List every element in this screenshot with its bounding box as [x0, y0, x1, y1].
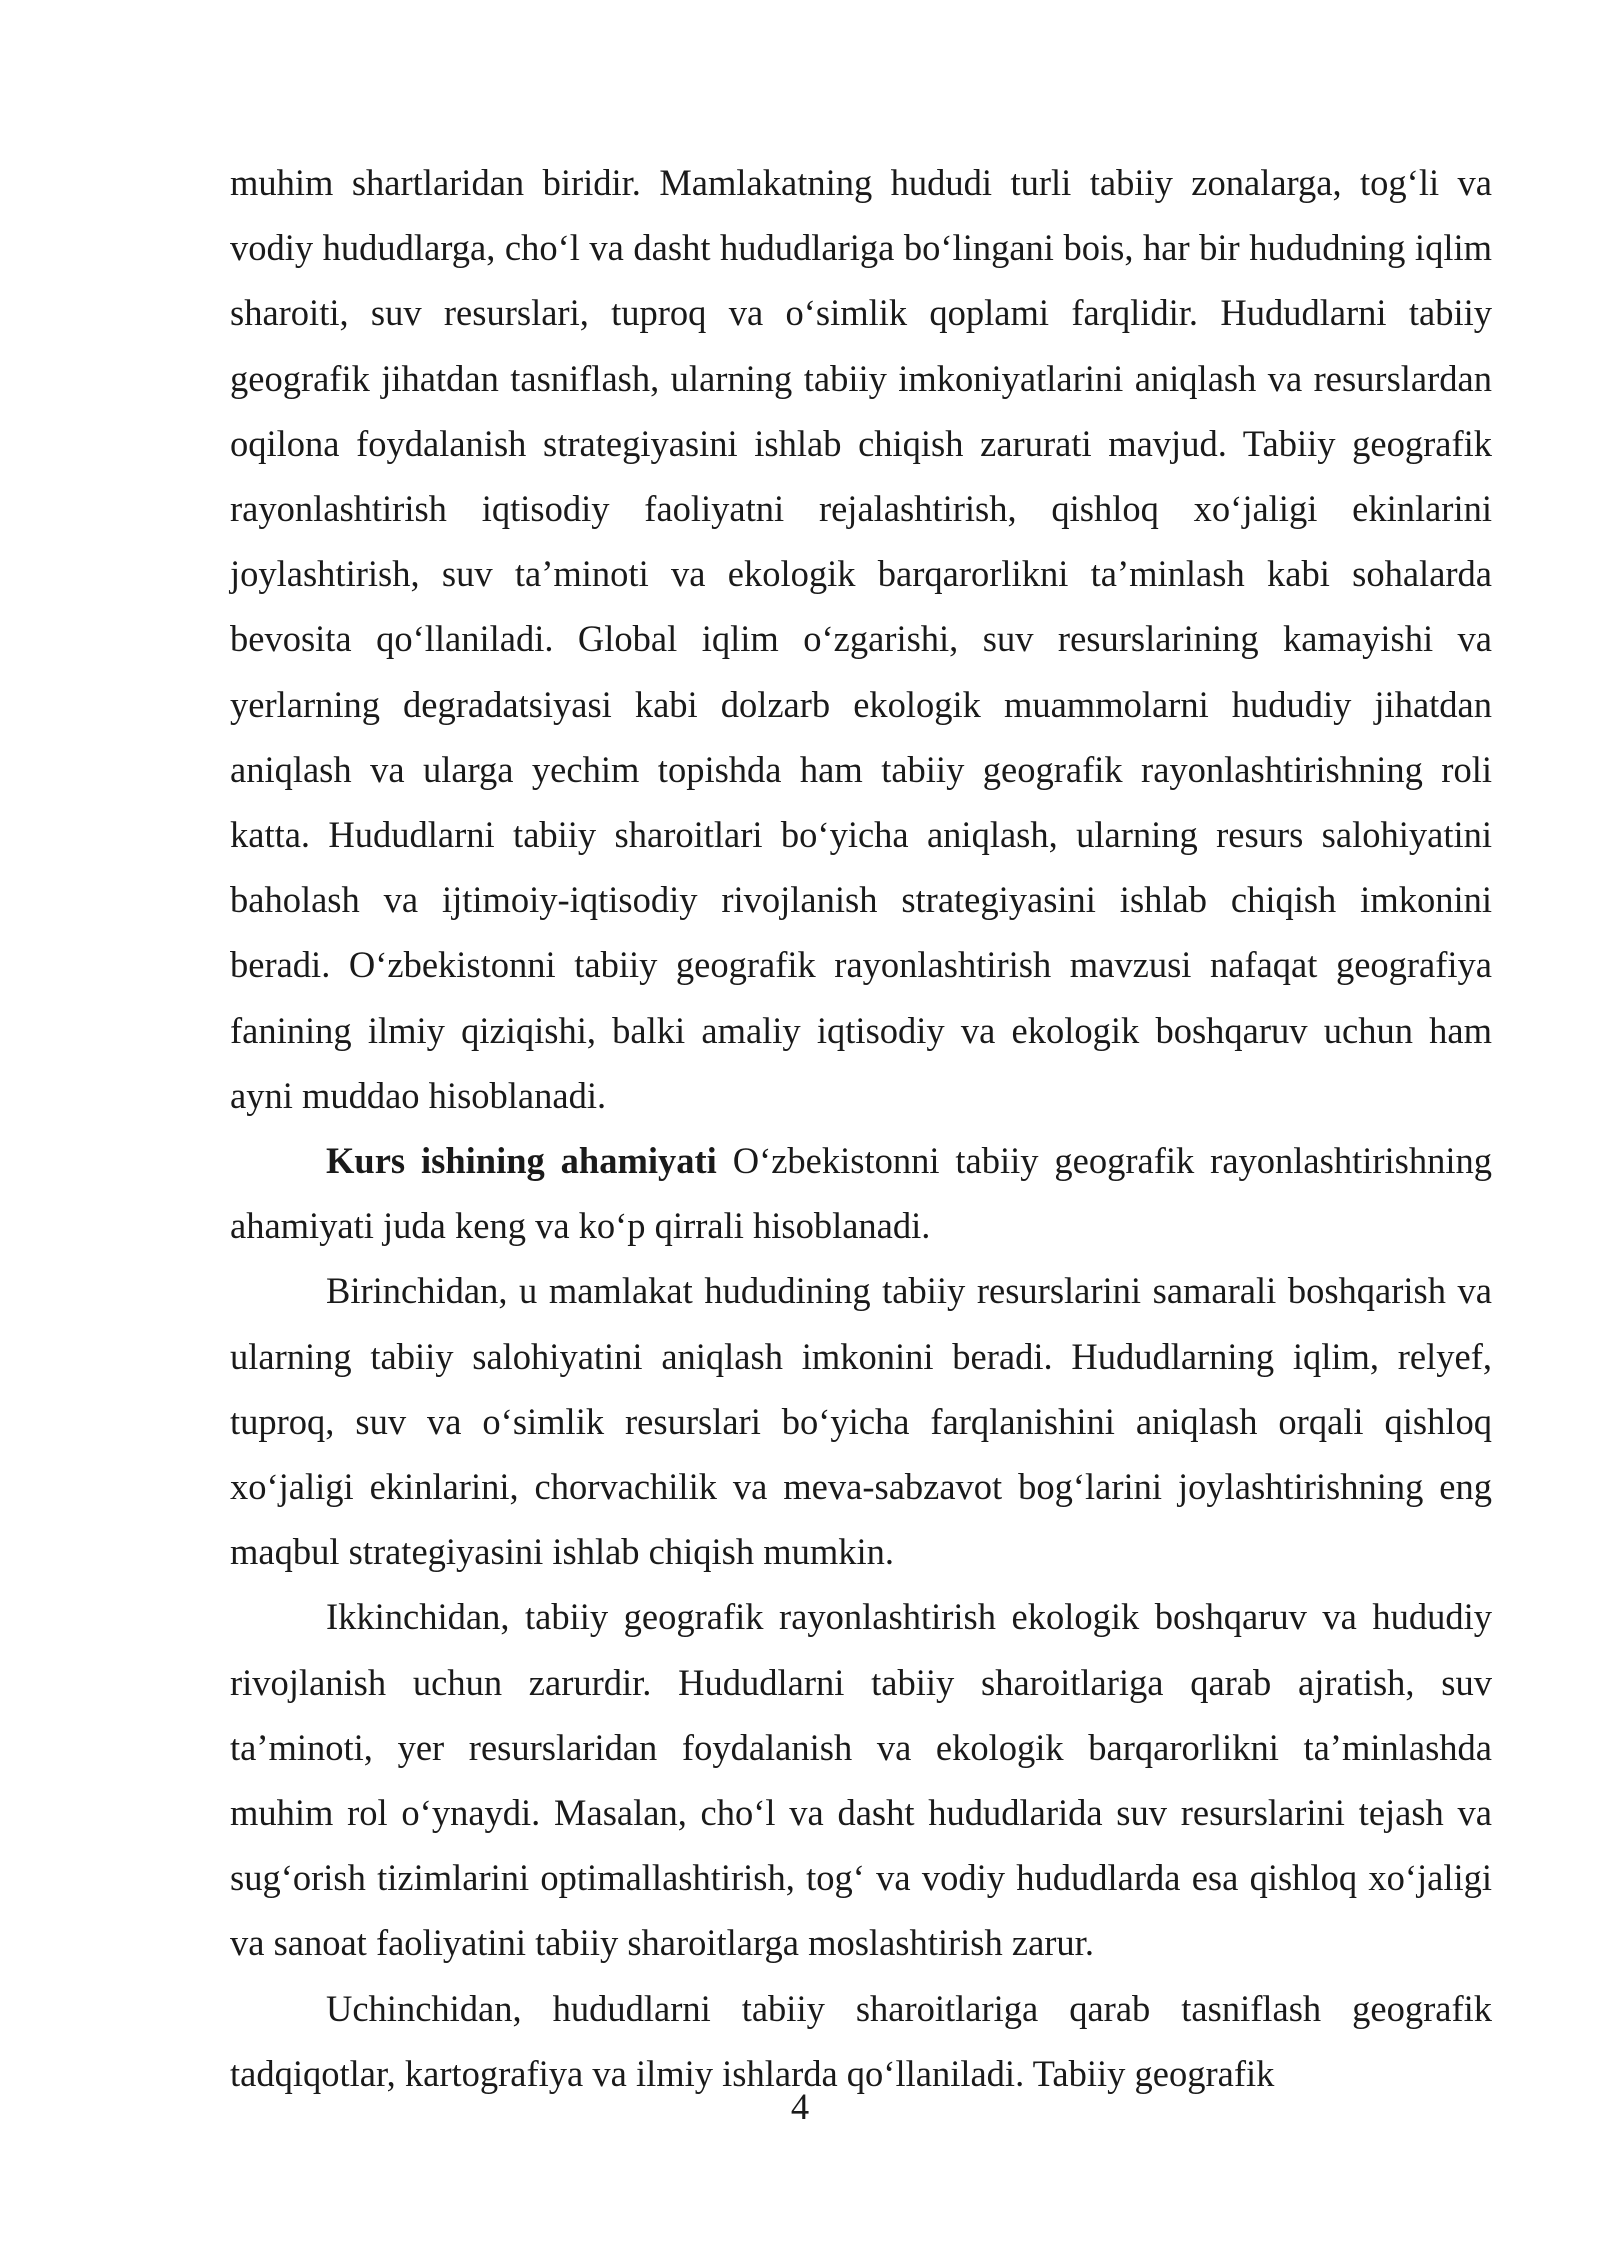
- paragraph-first-point: [230, 1258, 1492, 1584]
- paragraph-continuation: [230, 150, 1492, 1128]
- paragraph-text: muhim shartlaridan biridir. Mamlakatning hududi turli tabiiy zonalarga, tog‘li va vodiy hududlarga, cho‘l va dasht hududlariga bo‘lingani bois, har bir hududning iqlim sharoiti, suv resurslari, tuproq va o‘simlik qoplami farqlidir. Hududlarni tabiiy geografik jihatdan tasniflash, ularning tabiiy imkoniyatlarini aniqlash va resurslardan oqilona foydalanish strategiyasini ishlab chiqish zarurati mavjud. Tabiiy geografik rayonlashtirish iqtisodiy faoliyatni rejalashtirish, qishloq xo‘jaligi ekinlarini joylashtirish, suv ta’minoti va ekologik barqarorlikni ta’minlash kabi sohalarda bevosita qo‘llaniladi. Global iqlim o‘zgarishi, suv resurslarining kamayishi va yerlarning degradatsiyasi kabi dolzarb ekologik muammolarni hududiy jihatdan aniqlash va ularga yechim topishda ham tabiiy geografik rayonlashtirishning roli katta. Hududlarni tabiiy sharoitlari bo‘yicha aniqlash, ularning resurs salohiyatini baholash va ijtimoiy-iqtisodiy rivojlanish strategiyasini ishlab chiqish imkonini beradi. O‘zbekistonni tabiiy geografik rayonlashtirish mavzusi nafaqat geografiya fanining ilmiy qiziqishi, balki amaliy iqtisodiy va ekologik boshqaruv uchun ham ayni muddao hisoblanadi.: [230, 162, 1492, 1116]
- paragraph-text: O‘zbekistonni tabiiy geografik rayonlashtirishning ahamiyati juda keng va ko‘p qirrali hisoblanadi.: [230, 1140, 1492, 1247]
- document-page: [230, 150, 1492, 2106]
- paragraph-text: Uchinchidan, hududlarni tabiiy sharoitlariga qarab tasniflash geografik tadqiqotlar, kartografiya va ilmiy ishlarda qo‘llaniladi. Tabiiy geografik: [230, 1987, 1492, 2094]
- paragraph-second-point: [230, 1584, 1492, 1975]
- paragraph-lead-heading: Kurs ishining ahamiyati: [326, 1140, 717, 1182]
- page-number: 4: [790, 2086, 810, 2127]
- paragraph-text: Birinchidan, u mamlakat hududining tabiiy resurslarini samarali boshqarish va ularning tabiiy salohiyatini aniqlash imkonini beradi. Hududlarning iqlim, relyef, tuproq, suv va o‘simlik resurslari bo‘yicha farqlanishini aniqlash orqali qishloq xo‘jaligi ekinlarini, chorvachilik va meva-sabzavot bog‘larini joylashtirishning eng maqbul strategiyasini ishlab chiqish mumkin.: [230, 1270, 1492, 1573]
- paragraph-course-importance: [230, 1128, 1492, 1258]
- paragraph-text: Ikkinchidan, tabiiy geografik rayonlashtirish ekologik boshqaruv va hududiy rivojlanish uchun zarurdir. Hududlarni tabiiy sharoitlariga qarab ajratish, suv ta’minoti, yer resurslaridan foydalanish va ekologik barqarorlikni ta’minlashda muhim rol o‘ynaydi. Masalan, cho‘l va dasht hududlarida suv resurslarini tejash va sug‘orish tizimlarini optimallashtirish, tog‘ va vodiy hududlarda esa qishloq xo‘jaligi va sanoat faoliyatini tabiiy sharoitlarga moslashtirish zarur.: [230, 1596, 1492, 1964]
